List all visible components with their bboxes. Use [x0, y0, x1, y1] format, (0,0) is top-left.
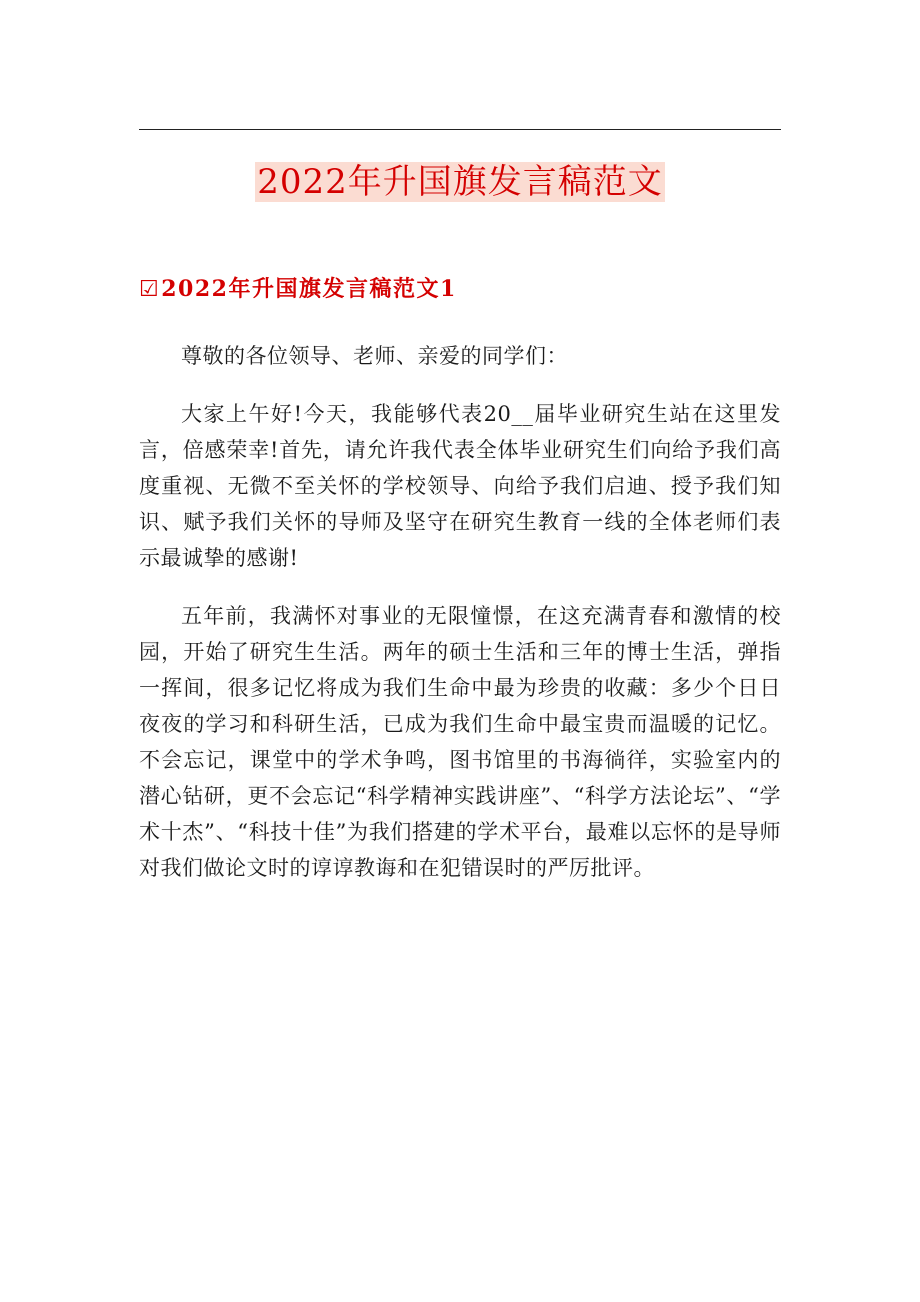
page-title: [255, 158, 665, 206]
section-heading-text: 2022年升国旗发言稿范文1: [161, 276, 457, 302]
title-container: [0, 158, 920, 206]
body-text: [139, 338, 781, 908]
top-divider: [139, 129, 781, 130]
section-heading: [139, 272, 457, 307]
paragraph-greeting: 尊敬的各位领导、老师、亲爱的同学们：: [181, 344, 568, 368]
page-title-text: 2022年升国旗发言稿范文: [257, 162, 663, 202]
paragraph-thanks: 大家上午好!今天，我能够代表20__届毕业研究生站在这里发言，倍感荣幸!首先，请允许我代表全体毕业研究生们向给予我们高度重视、无微不至关怀的学校领导、向给予我们启迪、授予我们知识、赋予我们关怀的导师及坚守在研究生教育一线的全体老师们表示最诚挚的感谢!: [139, 402, 781, 570]
paragraph-memories: 五年前，我满怀对事业的无限憧憬，在这充满青春和激情的校园，开始了研究生生活。两年的硕士生活和三年的博士生活，弹指一挥间，很多记忆将成为我们生命中最为珍贵的收藏：多少个日日夜夜的学习和科研生活，已成为我们生命中最宝贵而温暖的记忆。不会忘记，课堂中的学术争鸣，图书馆里的书海徜徉，实验室内的潜心钻研，更不会忘记“科学精神实践讲座”、“科学方法论坛”、“学术十杰”、“科技十佳”为我们搭建的学术平台，最难以忘怀的是导师对我们做论文时的谆谆教诲和在犯错误时的严厉批评。: [139, 604, 781, 880]
checkbox-icon: ☑: [139, 277, 161, 302]
